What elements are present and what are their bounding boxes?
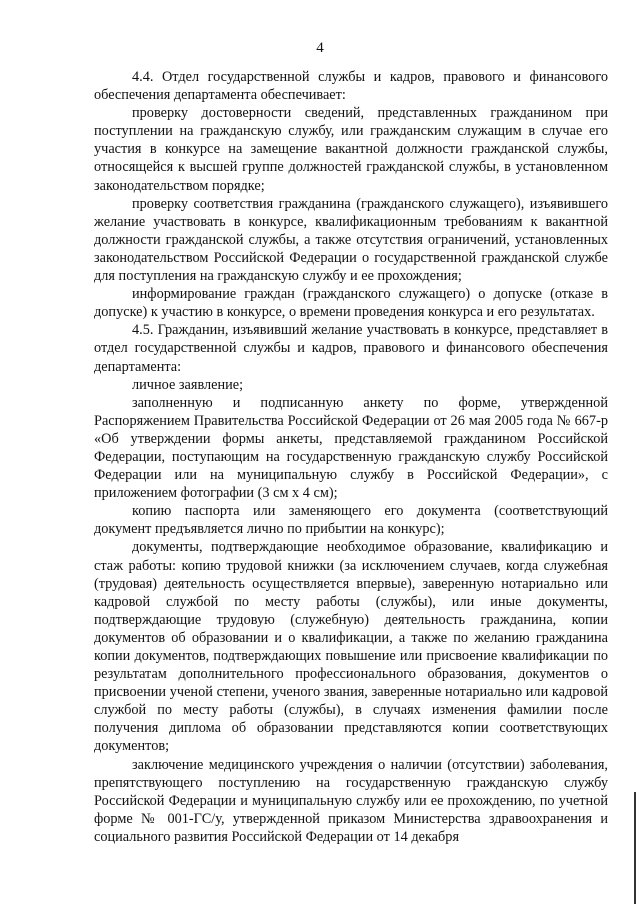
paragraph-passport: копию паспорта или заменяющего его документа (соответствующий документ предъявляется лично по прибытии на конкурс); [94,503,608,538]
paragraph-informing: информирование граждан (гражданского служащего) о допуске (отказе в допуске) к участию в конкурсе, о времени проведения конкурса и его результатах. [94,286,608,321]
paragraph-compliance-check: проверку соответствия гражданина (гражданского служащего), изъявившего желание участвовать в конкурсе, квалификационным требованиям к вакантной должности гражданской службы, а также отсутствия ограничений, установленных законодательством Российской Федерации о государственной гражданской службе для поступления на гражданскую службу и ее прохождения; [94,195,608,285]
scan-edge-line [634,792,636,904]
paragraph-personal-statement: личное заявление; [132,376,244,393]
paragraph-questionnaire: заполненную и подписанную анкету по форме, утвержденной Распоряжением Правительства Российской Федерации от 26 мая 2005 года № 667-р «Об утверждении формы анкеты, представляемой гражданином Российской Федерации, поступающим на государственную гражданскую службу Российской Федерации или на муниципальную службу в Российской Федерации», с приложением фотографии (3 см х 4 см); [94,394,608,502]
document-body [94,68,608,846]
paragraph-4-5: 4.5. Гражданин, изъявивший желание участвовать в конкурсе, представляет в отдел государственной службы и кадров, правового и финансового обеспечения департамента: [94,322,608,375]
paragraph-verification: проверку достоверности сведений, представленных гражданином при поступлении на гражданскую службу, или гражданским служащим в случае его участия в конкурсе на замещение вакантной должности гражданской службы, относящейся к высшей группе должностей гражданской службы, в установленном законодательством порядке; [94,105,608,194]
paragraph-education-documents: документы, подтверждающие необходимое образование, квалификацию и стаж работы: копию трудовой книжки (за исключением случаев, когда служебная (трудовая) деятельность осуществляется впервые), заверенную нотариально или кадровой службой по месту работы (службы), или иные документы, подтверждающие трудовую (служебную) деятельность гражданина, копии документов об образовании и о квалификации, а также по желанию гражданина копии документов, подтверждающих повышение или присвоение квалификации по результатам дополнительного профессионального образования, документов о присвоении ученой степени, ученого звания, заверенные нотариально или кадровой службой по месту работы (службы), в случаях изменения фамилии после получения диплома об образовании представляются копии соответствующих документов; [94,539,608,755]
page-number: 4 [316,40,324,56]
paragraph-medical-certificate: заключение медицинского учреждения о наличии (отсутствии) заболевания, препятствующего поступлению на государственную гражданскую службу Российской Федерации и муниципальную службу или ее прохождению, по учетной форме № 001-ГС/у, утвержденной приказом Министерства здравоохранения и социального развития Российской Федерации от 14 декабря [94,756,608,845]
paragraph-4-4: 4.4. Отдел государственной службы и кадров, правового и финансового обеспечения департамента обеспечивает: [94,69,608,104]
